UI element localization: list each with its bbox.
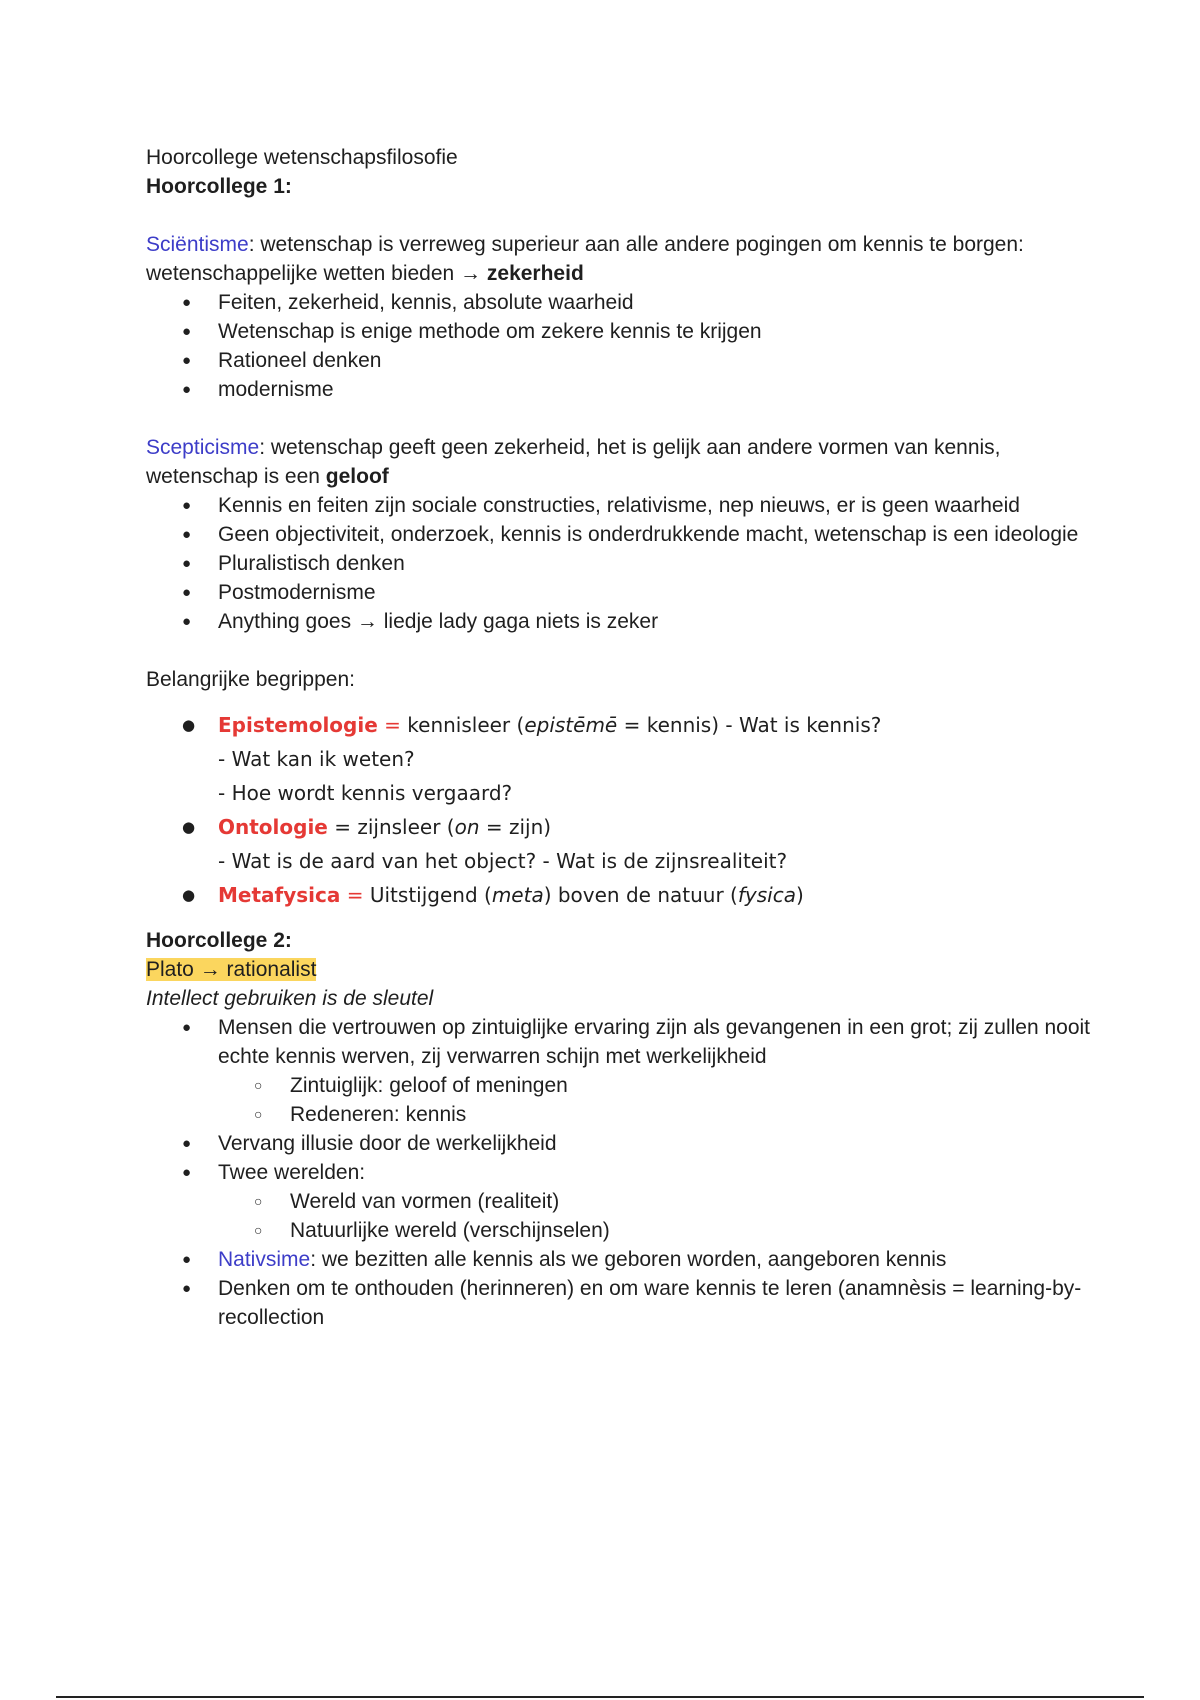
list-item: ● Mensen die vertrouwen op zintuiglijke ervaring zijn als gevangenen in een grot; zij zullen nooit echte kennis werven, zij verwarren schijn met werkelijkheid bbox=[146, 1013, 1106, 1071]
concepts-list bbox=[146, 708, 1106, 912]
concept-metafysica: ● Metafysica = Uitstijgend (meta) boven de natuur (fysica) bbox=[146, 878, 1106, 912]
concept-line: - Wat is de aard van het object? - Wat is de zijnsrealiteit? bbox=[218, 849, 788, 873]
concept-term: Ontologie bbox=[218, 815, 328, 839]
list-item: ● Kennis en feiten zijn sociale constructies, relativisme, nep nieuws, er is geen waarheid bbox=[146, 491, 1106, 520]
concept-epistemologie: ● Epistemologie = kennisleer (epistēmē = kennis) - Wat is kennis? bbox=[146, 708, 1106, 742]
list-item: ● Nativsime: we bezitten alle kennis als we geboren worden, aangeboren kennis bbox=[146, 1245, 1106, 1274]
document-page bbox=[146, 143, 1106, 1332]
scepticism-def: : wetenschap geeft geen zekerheid, het is gelijk aan andere vormen van kennis, wetenschap is een bbox=[146, 436, 1001, 488]
list-item: ● Postmodernisme bbox=[146, 578, 1106, 607]
sub-list-item: ○ Wereld van vormen (realiteit) bbox=[146, 1187, 1106, 1216]
list-item: ● Wetenschap is enige methode om zekere kennis te krijgen bbox=[146, 317, 1106, 346]
scepticism-definition bbox=[146, 433, 1106, 491]
list-item: ● Vervang illusie door de werkelijkheid bbox=[146, 1129, 1106, 1158]
concept-line: - Hoe wordt kennis vergaard? bbox=[218, 781, 513, 805]
heading-hoorcollege-1: Hoorcollege 1: bbox=[146, 175, 292, 198]
list-item: ● modernisme bbox=[146, 375, 1106, 404]
list-item: ● Feiten, zekerheid, kennis, absolute waarheid bbox=[146, 288, 1106, 317]
scientism-def: : wetenschap is verreweg superieur aan alle andere pogingen om kennis te borgen: wetenschappelijke wetten bieden → bbox=[146, 233, 1024, 285]
scepticism-list bbox=[146, 491, 1106, 636]
sub-list-item: ○ Zintuiglijk: geloof of meningen bbox=[146, 1071, 1106, 1100]
plato-tagline: Intellect gebruiken is de sleutel bbox=[146, 987, 434, 1010]
nativism-term: Nativsime bbox=[218, 1248, 311, 1271]
page-divider bbox=[56, 1696, 1144, 1698]
concepts-heading: Belangrijke begrippen: bbox=[146, 668, 355, 691]
highlighted-text: Plato → rationalist bbox=[146, 958, 317, 981]
concept-term: Metafysica bbox=[218, 883, 341, 907]
scientism-list bbox=[146, 288, 1106, 404]
scientism-def-bold: zekerheid bbox=[486, 262, 584, 285]
scepticism-term: Scepticisme bbox=[146, 436, 260, 459]
concept-ontologie: ● Ontologie = zijnsleer (on = zijn) bbox=[146, 810, 1106, 844]
document-title: Hoorcollege wetenschapsfilosofie bbox=[146, 146, 458, 169]
heading-hoorcollege-2: Hoorcollege 2: bbox=[146, 929, 292, 952]
list-item: ● Twee werelden: bbox=[146, 1158, 1106, 1187]
plato-list bbox=[146, 1013, 1106, 1332]
scientism-definition bbox=[146, 230, 1106, 288]
sub-list-item: ○ Redeneren: kennis bbox=[146, 1100, 1106, 1129]
list-item: ● Anything goes → liedje lady gaga niets is zeker bbox=[146, 607, 1106, 636]
list-item: ● Pluralistisch denken bbox=[146, 549, 1106, 578]
scientism-term: Sciëntisme bbox=[146, 233, 249, 256]
list-item: ● Denken om te onthouden (herinneren) en om ware kennis te leren (anamnèsis = learning-by-recollection bbox=[146, 1274, 1106, 1332]
sub-list-item: ○ Natuurlijke wereld (verschijnselen) bbox=[146, 1216, 1106, 1245]
scepticism-def-bold: geloof bbox=[325, 465, 389, 488]
list-item: ● Rationeel denken bbox=[146, 346, 1106, 375]
concept-term: Epistemologie bbox=[218, 713, 378, 737]
concept-line: - Wat kan ik weten? bbox=[218, 747, 415, 771]
plato-heading bbox=[146, 955, 1106, 984]
list-item: ● Geen objectiviteit, onderzoek, kennis is onderdrukkende macht, wetenschap is een ideologie bbox=[146, 520, 1106, 549]
